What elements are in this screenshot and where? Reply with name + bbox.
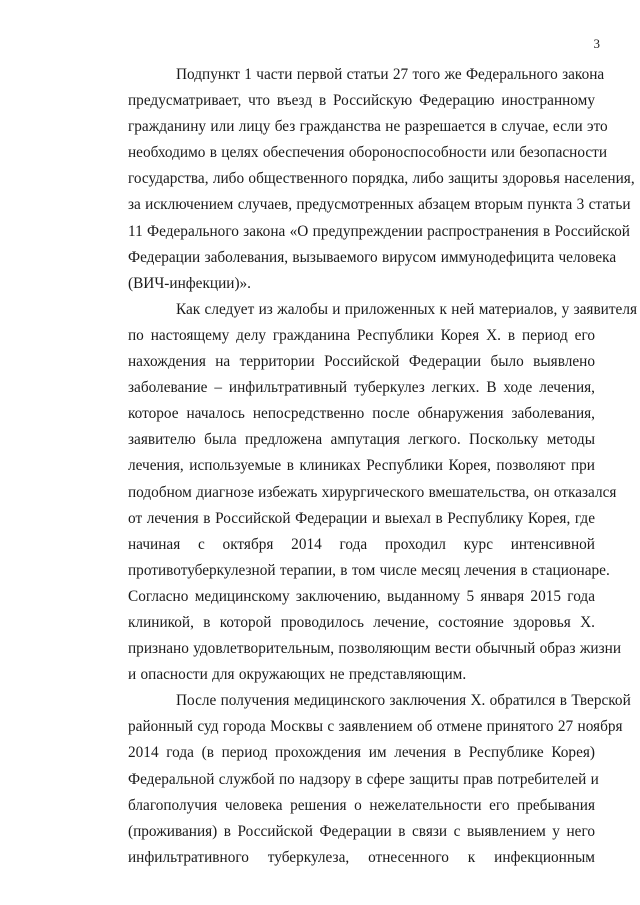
text-line: инфильтративного туберкулеза, отнесенного к инфекционным [128,848,595,866]
text-line: лечения, используемые в клиниках Республики Корея, позволяют при [128,457,595,475]
text-line: и опасности для окружающих не представляющим. [128,666,467,684]
document-body [80,62,638,871]
text-line: клиникой, в которой проводилось лечение, состояние здоровья Х. [128,613,595,631]
text-line: нахождения на территории Российской Федерации было выявлено [128,353,595,371]
text-line: противотуберкулезной терапии, в том числе месяц лечения в стационаре. [128,561,610,579]
text-line: Федерации заболевания, вызываемого вирусом иммунодефицита человека [128,248,617,266]
text-line: гражданину или лицу без гражданства не разрешается в случае, если это [128,118,608,136]
text-line: 2014 года (в период прохождения им лечения в Республике Корея) [128,744,595,762]
text-line: подобном диагнозе избежать хирургического вмешательства, он отказался [128,483,617,501]
text-line: государства, либо общественного порядка, либо защиты здоровья населения, [128,170,635,188]
paragraph-court-appeal [80,688,631,871]
text-line: начиная с октября 2014 года проходил курс интенсивной [128,535,595,553]
text-line: (ВИЧ-инфекции)». [128,274,252,292]
text-line: Федеральной службой по надзору в сфере защиты прав потребителей и [128,770,599,788]
text-line: Подпункт 1 части первой статьи 27 того же Федерального закона [176,66,605,83]
page-number: 3 [593,36,600,51]
text-line: благополучия человека решения о нежелательности его пребывания [128,796,595,814]
text-line: признано удовлетворительным, позволяющим вести обычный образ жизни [128,640,622,658]
paragraph-entry-rules [80,62,635,297]
text-line: предусматривает, что въезд в Российскую Федерацию иностранному [128,92,595,110]
text-line: районный суд города Москвы с заявлением об отмене принятого 27 ноября [128,718,623,736]
text-line: за исключением случаев, предусмотренных абзацем вторым пункта 3 статьи [128,196,631,214]
text-line: Как следует из жалобы и приложенных к ней материалов, у заявителя [176,300,638,318]
text-line: После получения медицинского заключения Х. обратился в Тверской [176,692,631,710]
text-line: необходимо в целях обеспечения обороноспособности или безопасности [128,144,608,162]
text-line: Согласно медицинскому заключению, выданному 5 января 2015 года [128,587,595,605]
text-line: которое началось непосредственно после обнаружения заболевания, [128,405,595,423]
text-line: заболевание – инфильтративный туберкулез легких. В ходе лечения, [128,379,595,397]
paragraph-case-facts [80,297,638,688]
text-line: от лечения в Российской Федерации и выехал в Республику Корея, где [128,509,595,527]
text-line: по настоящему делу гражданина Республики Корея Х. в период его [128,326,595,344]
text-line: 11 Федерального закона «О предупреждении распространения в Российской [128,222,630,240]
text-line: заявителю была предложена ампутация легкого. Поскольку методы [128,431,595,449]
text-line: (проживания) в Российской Федерации в связи с выявлением у него [128,822,595,840]
